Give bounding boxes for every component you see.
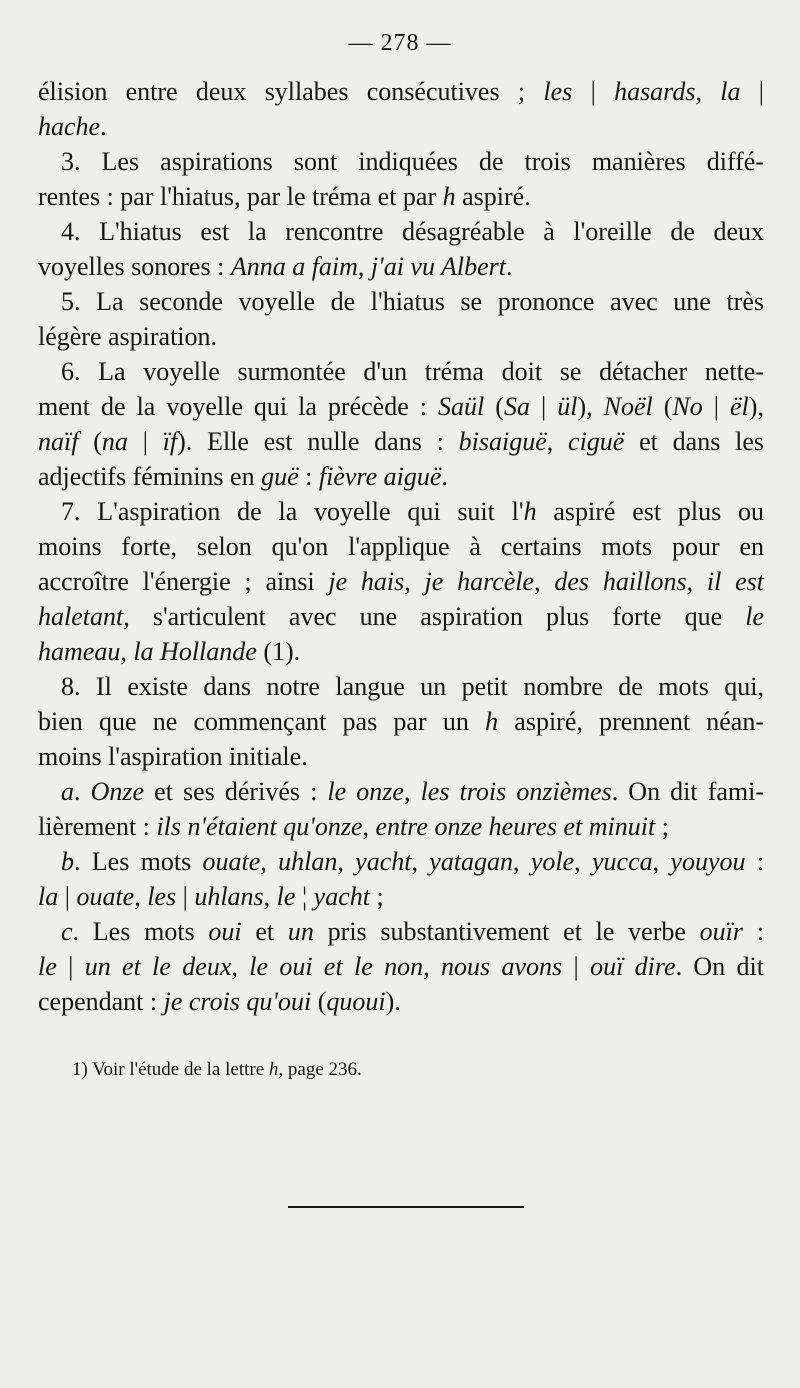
text-line: 5. La seconde voyelle de l'hiatus se prononce avec une très: [61, 287, 764, 316]
footnote: 1) Voir l'étude de la lettre h, page 236.: [72, 1059, 362, 1080]
text-line: le | un et le deux, le oui et le non, nous avons | ouï dire. On dit: [38, 952, 765, 981]
text-line: 6. La voyelle surmontée d'un tréma doit se détacher nette-: [61, 357, 764, 386]
text-line: moins forte, selon qu'on l'applique à certains mots pour en: [38, 532, 764, 561]
text-line: voyelles sonores : Anna a faim, j'ai vu Albert.: [38, 252, 513, 281]
text-line: cependant : je crois qu'oui (quoui).: [38, 987, 401, 1016]
text-line: b. Les mots ouate, uhlan, yacht, yatagan, yole, yucca, youyou :: [61, 847, 765, 876]
text-line: élision entre deux syllabes consécutives ; les | hasards, la |: [38, 77, 764, 106]
text-line: hache.: [38, 112, 107, 141]
page-body: [38, 74, 764, 1085]
text-line: accroître l'énergie ; ainsi je hais, je harcèle, des haillons, il est: [38, 567, 765, 596]
text-line: lièrement : ils n'étaient qu'onze, entre onze heures et minuit ;: [38, 812, 669, 841]
text-line: hameau, la Hollande (1).: [38, 637, 301, 666]
text-line: 4. L'hiatus est la rencontre désagréable à l'oreille de deux: [61, 217, 764, 246]
text-line: naïf (na | ïf). Elle est nulle dans : bisaiguë, ciguë et dans les: [38, 427, 764, 456]
text-line: 7. L'aspiration de la voyelle qui suit l'h aspiré est plus ou: [61, 497, 764, 526]
text-line: a. Onze et ses dérivés : le onze, les trois onzièmes. On dit fami-: [61, 777, 765, 806]
end-rule: [288, 1206, 524, 1208]
text-line: 3. Les aspirations sont indiquées de trois manières diffé-: [61, 147, 764, 176]
text-line: c. Les mots oui et un pris substantivement et le verbe ouïr :: [61, 917, 764, 946]
text-line: ment de la voyelle qui la précède : Saül (Sa | ül), Noël (No | ël),: [38, 392, 764, 421]
text-line: bien que ne commençant pas par un h aspiré, prennent néan-: [38, 707, 764, 736]
text-line: 8. Il existe dans notre langue un petit nombre de mots qui,: [61, 672, 764, 701]
text-line: légère aspiration.: [38, 322, 218, 351]
text-line: haletant, s'articulent avec une aspiration plus forte que le: [38, 602, 764, 631]
body-text: [38, 74, 764, 1019]
page-number: — 278 —: [348, 30, 452, 56]
text-line: moins l'aspiration initiale.: [38, 742, 308, 771]
text-line: rentes : par l'hiatus, par le tréma et par h aspiré.: [38, 182, 531, 211]
text-line: adjectifs féminins en guë : fièvre aiguë.: [38, 462, 448, 491]
text-line: la | ouate, les | uhlans, le ¦ yacht ;: [38, 882, 384, 911]
